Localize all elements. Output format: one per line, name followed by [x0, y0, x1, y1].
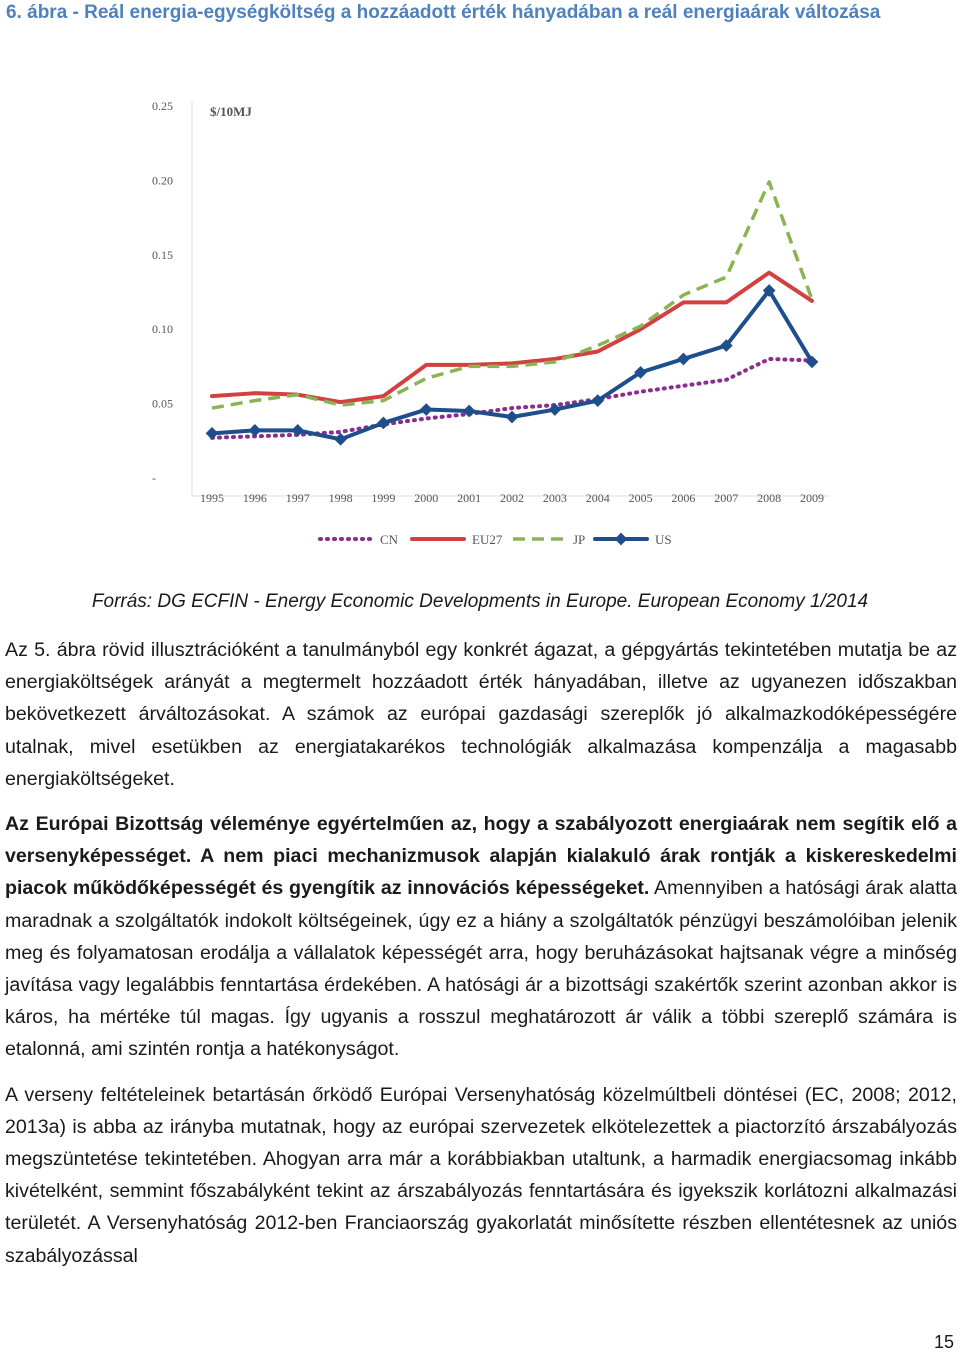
data-point-us	[334, 433, 347, 446]
paragraph-2-bold: Az Európai Bizottság véleménye egyértelműen az, hogy a szabályozott energiaárak nem segítik elő a versenyképességet. A nem piaci mechanizmusok alapján kialakuló árak rontják a kiskereskedelmi piacok működőképességét és gyengítik az innovációs képességeket.	[5, 813, 957, 900]
y-tick-label: 0.05	[152, 396, 173, 411]
x-tick-label: 1995	[200, 491, 224, 505]
figure-caption: 6. ábra - Reál energia-egységköltség a hozzáadott érték hányadában a reál energiaárak változása	[6, 2, 881, 23]
x-tick-label: 1999	[371, 491, 396, 505]
paragraph-3: A verseny feltételeinek betartásán őrködő Európai Versenyhatóság közelmúltbeli döntései (EC, 2008; 2012, 2013a) is abba az irányba mutatnak, hogy az európai szervezetek elkötelezettek a piactorzító árszabályozás megszüntetése tekintetében. Ahogyan arra már a korábbiakban utaltunk, a harmadik energiacsomag inkább kivételként, semmint főszabályként tekint az árszabályozás fenntartására és igyekszik korlátozni alkalmazási területét. A Versenyhatóság 2012-ben Franciaország gyakorlatát minősítette részben ellentétesnek az uniós szabályozással	[5, 1083, 957, 1267]
legend-label-cn: CN	[380, 532, 399, 547]
x-tick-label: 2001	[457, 491, 482, 505]
legend-label-us: US	[655, 532, 672, 547]
data-point-us	[677, 353, 690, 366]
chart-svg	[130, 86, 845, 576]
chart-lines	[206, 182, 819, 446]
paragraph-1: Az 5. ábra rövid illusztrációként a tanulmányból egy konkrét ágazat, a gépgyártás tekintetében mutatja be az energiaköltségek arányát a megtermelt hozzáadott érték hányadában, illetve az ugyanezen időszakban bekövetkezett árváltozásokat. A számok az európai gazdasági szereplők jó alkalmazkodóképességére utalnak, mivel esetükben az energiatakarékos technológiák alkalmazása kompenzálja a magasabb energiaköltségeket.	[5, 639, 957, 790]
x-tick-label: 2009	[800, 491, 824, 505]
energy-cost-chart	[130, 86, 845, 576]
y-tick-label: 0.10	[152, 322, 173, 337]
body-text	[5, 634, 957, 1285]
y-tick-label: 0.20	[152, 173, 173, 188]
series-line-jp	[212, 182, 812, 408]
paragraph-2-rest: Amennyiben a hatósági árak alatta maradnak a szolgáltatók indokolt költségeinek, úgy ez a hiány a szolgáltatók pénzügyi beszámolóiban jelenik meg és folyamatosan erodálja a vállalatok képességét arra, hogy beruházásokat hajtsanak végre a minőség javítása vagy legalábbis fenntartása érdekében. A hatósági ár a bizottsági szakértők szerint azonban akkor is káros, ha mértéke túl magas. Így ugyanis a rosszul meghatározott ár válik a többi szereplő számára is etalonná, ami szintén rontja a hatékonyságot.	[5, 877, 957, 1061]
x-tick-label: 2007	[714, 491, 739, 505]
x-tick-label: 2006	[671, 491, 696, 505]
x-tick-label: 1996	[242, 491, 267, 505]
x-tick-label: 2008	[757, 491, 782, 505]
unit-label: $/10MJ	[210, 104, 252, 119]
x-tick-label: 2000	[414, 491, 439, 505]
x-tick-label: 2002	[500, 491, 524, 505]
data-point-us	[206, 427, 219, 440]
legend-label-jp: JP	[573, 532, 586, 547]
legend-marker-us	[615, 533, 628, 546]
x-tick-label: 2005	[628, 491, 653, 505]
y-tick-label: -	[152, 471, 156, 485]
data-point-us	[248, 424, 261, 437]
page-number: 15	[933, 1332, 954, 1352]
series-line-eu27	[212, 273, 812, 402]
x-tick-label: 2003	[542, 491, 567, 505]
legend-label-eu27: EU27	[472, 532, 503, 547]
data-point-us	[420, 403, 433, 416]
data-point-us	[506, 411, 519, 424]
chart-legend	[320, 532, 672, 547]
figure-source: Forrás: DG ECFIN - Energy Economic Developments in Europe. European Economy 1/2014	[91, 591, 869, 612]
paragraph-2	[5, 808, 957, 1066]
series-line-cn	[212, 359, 812, 438]
y-tick-label: 0.25	[152, 99, 173, 113]
y-tick-label: 0.15	[152, 247, 173, 262]
x-tick-label: 1997	[285, 491, 310, 505]
x-tick-label: 1998	[328, 491, 353, 505]
data-point-us	[377, 417, 390, 430]
x-tick-label: 2004	[585, 491, 610, 505]
